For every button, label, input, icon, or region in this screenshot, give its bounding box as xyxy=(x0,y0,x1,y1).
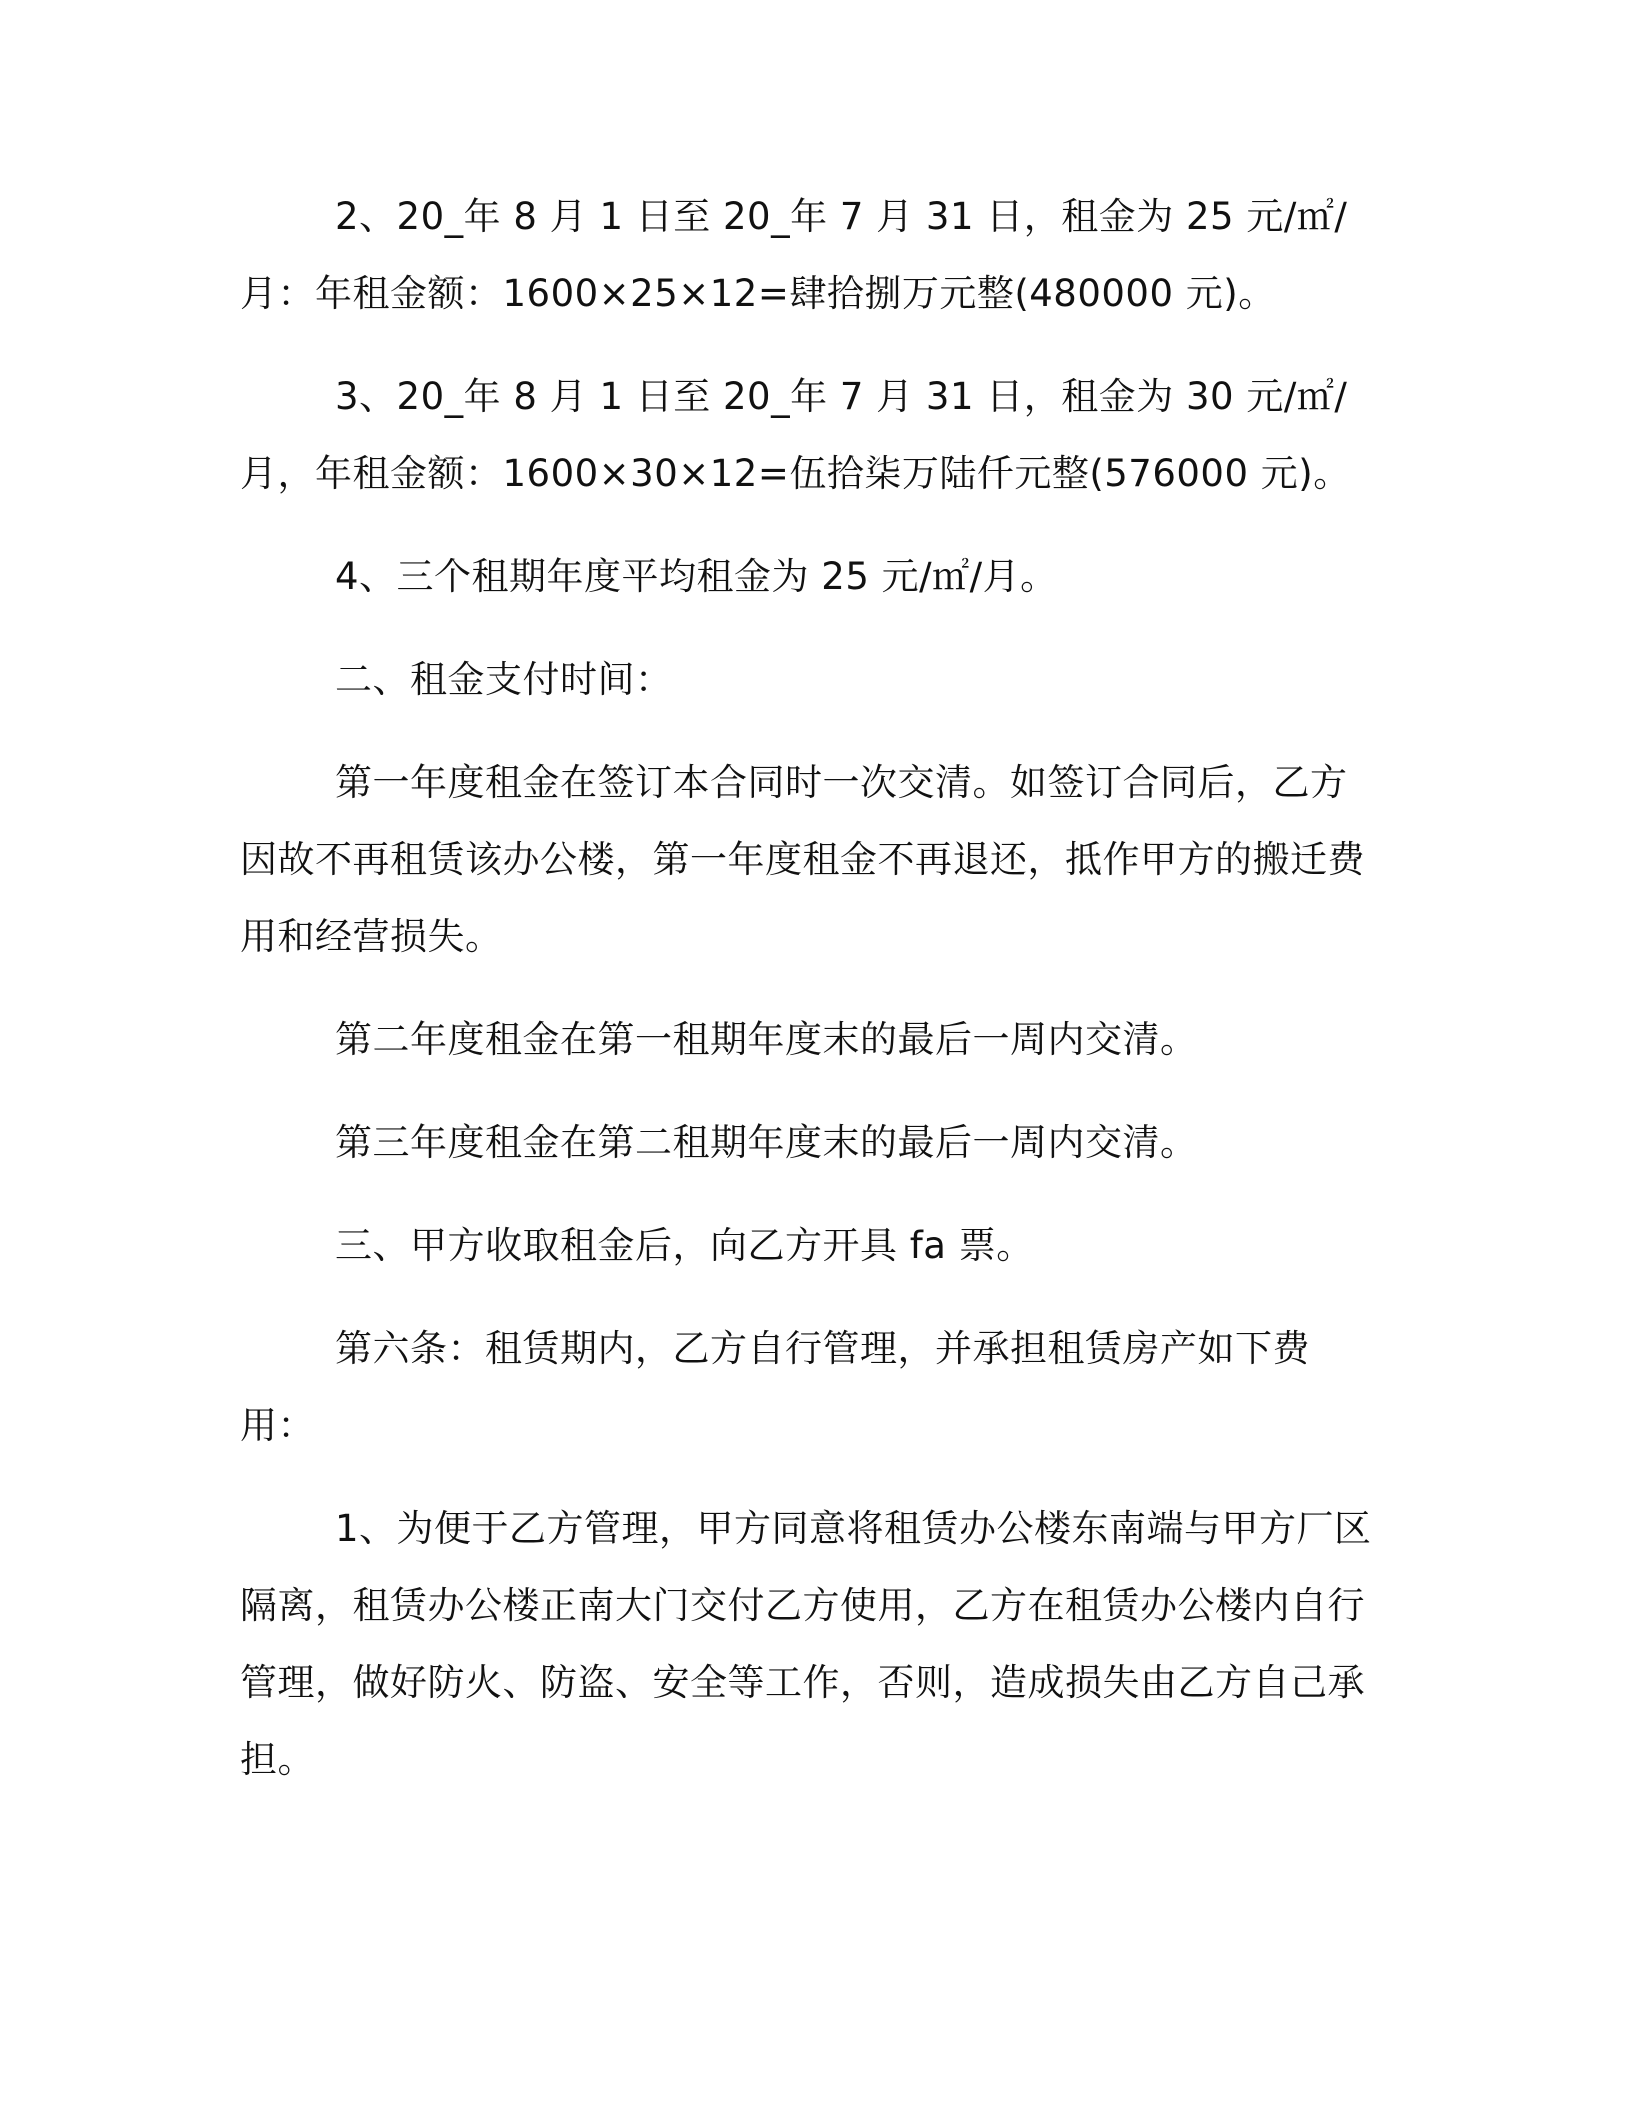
paragraph-average-rent: 4、三个租期年度平均租金为 25 元/㎡/月。 xyxy=(335,555,1058,598)
paragraph-management-clause: 1、为便于乙方管理，甲方同意将租赁办公楼东南端与甲方厂区隔离，租赁办公楼正南大门交付乙方使用，乙方在租赁办公楼内自行管理，做好防火、防盗、安全等工作，否则，造成损失由乙方自己承担。 xyxy=(240,1507,1372,1781)
section-heading-payment-time: 二、租金支付时间： xyxy=(335,658,673,701)
paragraph-first-year-payment: 第一年度租金在签订本合同时一次交清。如签订合同后，乙方因故不再租赁该办公楼，第一年度租金不再退还，抵作甲方的搬迁费用和经营损失。 xyxy=(240,761,1365,958)
paragraph-rent-year-2: 2、20_年 8 月 1 日至 20_年 7 月 31 日，租金为 25 元/㎡/月：年租金额：1600×25×12=肆拾捌万元整(480000 元)。 xyxy=(240,195,1348,315)
section-heading-invoice: 三、甲方收取租金后，向乙方开具 fa 票。 xyxy=(335,1224,1034,1267)
paragraph-second-year-payment: 第二年度租金在第一租期年度末的最后一周内交清。 xyxy=(335,1018,1198,1061)
document-body xyxy=(240,178,1375,1824)
paragraph-rent-year-3: 3、20_年 8 月 1 日至 20_年 7 月 31 日，租金为 30 元/㎡/月，年租金额：1600×30×12=伍拾柒万陆仟元整(576000 元)。 xyxy=(240,375,1351,495)
article-six-heading: 第六条：租赁期内，乙方自行管理，并承担租赁房产如下费用： xyxy=(240,1327,1310,1447)
paragraph-third-year-payment: 第三年度租金在第二租期年度末的最后一周内交清。 xyxy=(335,1121,1198,1164)
